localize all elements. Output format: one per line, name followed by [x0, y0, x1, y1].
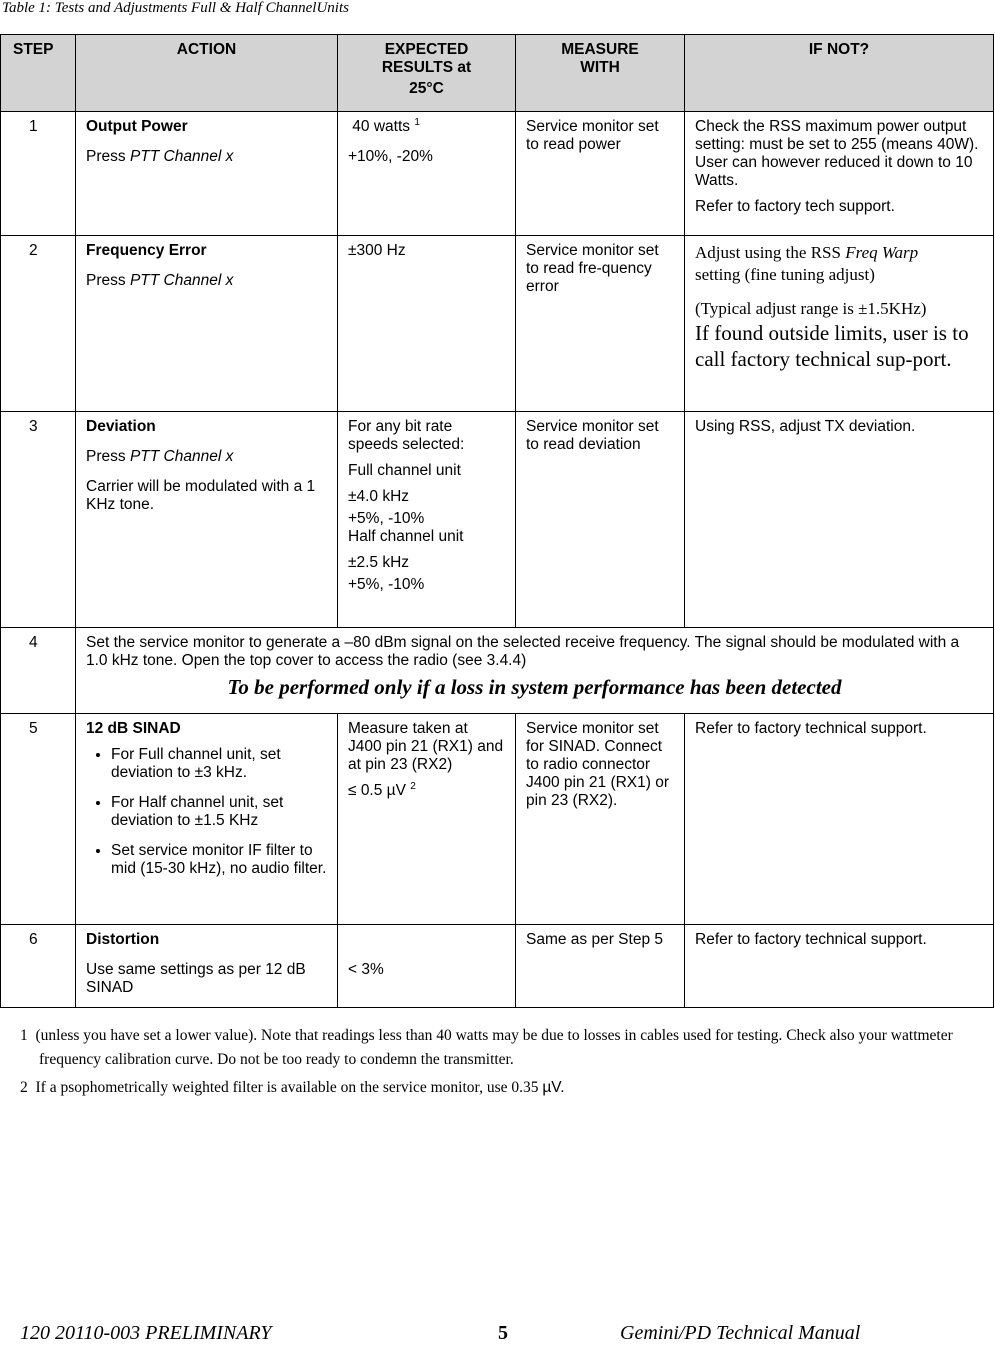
expected-measure-point: Measure taken at J400 pin 21 (RX1) and at pin 23 (RX2)	[348, 720, 504, 773]
performance-banner: To be performed only if a loss in system performance has been detected	[227, 675, 842, 699]
header-expected	[338, 35, 516, 112]
action-title: Output Power	[86, 118, 188, 135]
footnote-2	[20, 1076, 970, 1100]
footnotes	[20, 1024, 970, 1104]
expected-cell: ±300 Hz	[338, 236, 516, 412]
header-expected-line1: EXPECTED	[384, 41, 469, 58]
tests-table	[0, 34, 994, 1008]
measure-cell: Service monitor set to read power	[516, 112, 685, 236]
step-number: 3	[1, 412, 76, 628]
action-press	[86, 148, 327, 166]
list-item: • For Full channel unit, set deviation to ±3 kHz.	[111, 746, 327, 782]
table-row	[1, 112, 994, 236]
table-row	[1, 412, 994, 628]
header-ifnot: IF NOT?	[685, 35, 994, 112]
footnote-ref: 2	[410, 780, 416, 792]
list-item: • Set service monitor IF filter to mid (15-30 kHz), no audio filter.	[111, 842, 327, 878]
page-number: 5	[498, 1322, 508, 1344]
action-press	[86, 448, 327, 466]
action-bullets	[86, 746, 327, 878]
action-title: Distortion	[86, 931, 160, 948]
expected-value	[348, 782, 505, 800]
header-step: STEP	[1, 35, 76, 112]
step-number: 2	[1, 236, 76, 412]
action-cell	[76, 412, 338, 628]
ifnot-cell: Refer to factory technical support.	[685, 925, 994, 1008]
action-cell	[76, 236, 338, 412]
press-label: Press	[86, 272, 130, 289]
header-action: ACTION	[76, 35, 338, 112]
table-caption: Table 1: Tests and Adjustments Full & Half ChannelUnits	[2, 0, 349, 16]
expected-cell	[338, 112, 516, 236]
step-number: 6	[1, 925, 76, 1008]
action-cell	[76, 112, 338, 236]
expected-line: For any bit rate speeds selected:	[348, 418, 465, 453]
action-cell	[76, 714, 338, 925]
footnote-1	[20, 1024, 970, 1072]
footnote-number: 2	[20, 1079, 28, 1096]
ifnot-adjust-text: Adjust using the RSS	[695, 243, 846, 262]
document-number: 120 20110-003 PRELIMINARY	[20, 1322, 272, 1344]
footnote-text: (unless you have set a lower value). Note that readings less than 40 watts may be due to losses in cables used for testing. Check also your wattmeter frequency calibration curve. Do not be too ready to condemn the transmitter.	[35, 1027, 953, 1068]
header-measure-line2: WITH	[580, 59, 620, 76]
manual-title: Gemini/PD Technical Manual	[620, 1322, 861, 1344]
ifnot-support: Refer to factory tech support.	[695, 198, 895, 215]
footnote-text: If a psophometrically weighted filter is available on the service monitor, use 0.35	[35, 1079, 543, 1096]
table-row	[1, 628, 994, 714]
step-number: 1	[1, 112, 76, 236]
expected-sinad: ≤ 0.5 µV	[348, 782, 411, 799]
ifnot-range: (Typical adjust range is ±1.5KHz)	[695, 299, 927, 318]
measure-cell: Service monitor set to read deviation	[516, 412, 685, 628]
ifnot-adjust	[695, 242, 983, 264]
expected-line: ±2.5 kHz	[348, 554, 410, 571]
table-row	[1, 236, 994, 412]
measure-cell: Service monitor set for SINAD. Connect to radio connector J400 pin 21 (RX1) or pin 23 (RX2).	[516, 714, 685, 925]
list-item: • For Half channel unit, set deviation to ±1.5 KHz	[111, 794, 327, 830]
expected-cell	[338, 412, 516, 628]
table-row	[1, 925, 994, 1008]
expected-tolerance: +10%, -20%	[348, 148, 433, 165]
ifnot-cell: Using RSS, adjust TX deviation.	[685, 412, 994, 628]
expected-cell: < 3%	[338, 925, 516, 1008]
channel-label: PTT Channel x	[129, 272, 234, 289]
ifnot-cell: Refer to factory technical support.	[685, 714, 994, 925]
expected-value	[348, 118, 505, 136]
expected-watts: 40 watts	[348, 118, 415, 135]
action-text: Use same settings as per 12 dB SINAD	[86, 961, 306, 996]
instruction-cell	[76, 628, 994, 714]
ifnot-cell	[685, 112, 994, 236]
expected-line: ±4.0 kHz	[348, 488, 410, 505]
header-expected-line3: 25°C	[409, 80, 444, 97]
press-label: Press	[86, 448, 130, 465]
action-title: Deviation	[86, 418, 156, 435]
header-measure-line1: MEASURE	[561, 41, 639, 58]
channel-label: PTT Channel x	[129, 148, 234, 165]
press-label: Press	[86, 148, 130, 165]
footnote-ref: 1	[414, 116, 420, 128]
measure-cell: Same as per Step 5	[516, 925, 685, 1008]
action-cell	[76, 925, 338, 1008]
ifnot-setting: setting (fine tuning adjust)	[695, 265, 875, 284]
header-expected-line2: RESULTS at	[381, 59, 472, 76]
expected-line: +5%, -10%	[348, 576, 425, 593]
action-title: Frequency Error	[86, 242, 207, 259]
action-press	[86, 272, 327, 290]
expected-line: +5%, -10%	[348, 510, 425, 527]
expected-line: Half channel unit	[348, 528, 464, 545]
step-number: 4	[1, 628, 76, 714]
expected-cell	[338, 714, 516, 925]
measure-cell: Service monitor set to read fre-quency error	[516, 236, 685, 412]
expected-line: Full channel unit	[348, 462, 461, 479]
header-measure	[516, 35, 685, 112]
ifnot-cell	[685, 236, 994, 412]
ifnot-text: Check the RSS maximum power output setting: must be set to 255 (means 40W). User can however reduced it down to 10 Watts.	[695, 118, 979, 189]
footnote-unit: µV.	[542, 1079, 565, 1096]
table-row	[1, 714, 994, 925]
action-title: 12 dB SINAD	[86, 720, 181, 737]
channel-label: PTT Channel x	[129, 448, 234, 465]
header-row	[1, 35, 994, 112]
ifnot-limits: If found outside limits, user is to call factory technical sup-port.	[695, 321, 969, 371]
footnote-number: 1	[20, 1027, 28, 1044]
step-number: 5	[1, 714, 76, 925]
action-note: Carrier will be modulated with a 1 KHz tone.	[86, 478, 316, 513]
instruction-text: Set the service monitor to generate a –80 dBm signal on the selected receive frequency. The signal should be modulated with a 1.0 kHz tone. Open the top cover to access the radio (see 3.4.4)	[86, 634, 960, 669]
ifnot-adjust-param: Freq Warp	[845, 243, 919, 262]
